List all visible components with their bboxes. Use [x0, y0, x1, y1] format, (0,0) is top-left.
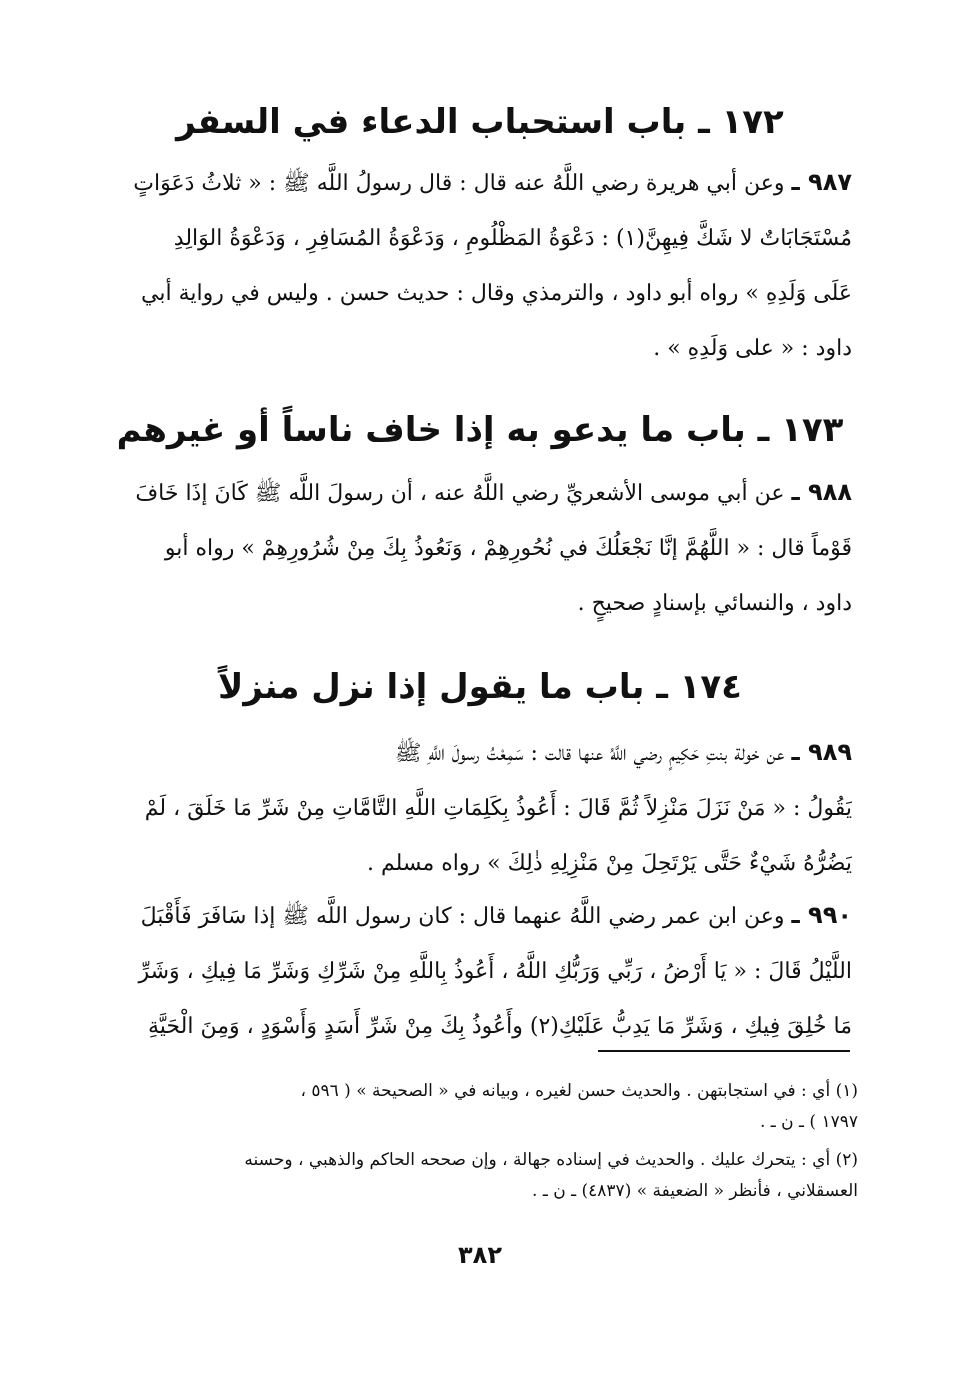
page-number: ٣٨٢ — [458, 1241, 502, 1269]
hadith-987 — [100, 155, 852, 376]
footnote-1 — [110, 1076, 858, 1138]
hadith-text: عن أبي موسى الأشعريِّ رضي اللَّهُ عنه ، أن رسولَ اللَّه ﷺ كَانَ إذَا خَافَ — [135, 481, 785, 506]
hadith-text: وعن أبي هريرة رضي اللَّهُ عنه قال : قال رسولُ اللَّه ﷺ : « ثلاثُ دَعَوَاتٍ — [133, 171, 785, 196]
section-heading-172: ١٧٢ ـ باب استحباب الدعاء في السفر — [176, 102, 784, 142]
footnote-separator — [598, 1050, 850, 1052]
hadith-988 — [100, 465, 852, 631]
hadith-number: ٩٨٧ ـ — [791, 168, 852, 196]
section-heading-173: ١٧٣ ـ باب ما يدعو به إذا خاف ناساً أو غيرهم — [116, 410, 844, 450]
hadith-number: ٩٩٠ ـ — [791, 901, 852, 929]
hadith-line: مَا خُلِقَ فِيكِ ، وَشَرِّ مَا يَدِبُّ عَلَيْكِ(٢) وأَعُوذُ بِكَ مِنْ شَرِّ أَسَدٍ وَأَسْوَدٍ ، وَمِنَ الْحَيَّةِ — [148, 1014, 852, 1039]
hadith-text: وعن ابن عمر رضي اللَّهُ عنهما قال : كان رسول اللَّه ﷺ إذا سَافَرَ فَأَقْبَلَ — [140, 904, 785, 929]
hadith-number: ٩٨٨ ـ — [791, 478, 852, 506]
hadith-line — [100, 725, 852, 781]
footnote-line: ١٧٩٧ ) ـ ن ـ . — [759, 1112, 858, 1132]
hadith-line: داود : « على وَلَدِهِ » . — [653, 336, 852, 361]
hadith-line: عَلَى وَلَدِهِ » رواه أبو داود ، والترمذي وقال : حديث حسن . وليس في رواية أبي — [141, 281, 852, 306]
footnote-line: (٢) أي : يتحرك عليك . والحديث في إسناده جهالة ، وإن صححه الحاكم والذهبي ، وحسنه — [244, 1150, 858, 1170]
footnote-line: العسقلاني ، فأنظر « الضعيفة » (٤٨٣٧) ـ ن ـ . — [532, 1181, 858, 1201]
hadith-line — [100, 888, 852, 944]
hadith-line — [100, 155, 852, 211]
footnote-line: (١) أي : في استجابتهن . والحديث حسن لغيره ، وبيانه في « الصحيحة » ( ٥٩٦ ، — [300, 1081, 858, 1101]
hadith-989 — [100, 725, 852, 891]
section-heading-174: ١٧٤ ـ باب ما يقول إذا نزل منزلاً — [218, 667, 742, 707]
hadith-line: مُسْتَجَابَاتٌ لا شَكَّ فِيهِنَّ(١) : دَعْوَةُ المَظْلُومِ ، وَدَعْوَةُ المُسَافِرِ ، وَدَعْوَةُ الوَالِدِ — [173, 226, 852, 251]
hadith-line: يَقُولُ : « مَنْ نَزَلَ مَنْزِلاً ثُمَّ قَالَ : أَعُوذُ بِكَلِمَاتِ اللَّهِ التَّامَّاتِ مِنْ شَرِّ مَا خَلَقَ ، لَمْ — [144, 796, 852, 821]
hadith-line: اللَّيْلُ قَالَ : « يَا أَرْضُ ، رَبِّي وَرَبُّكِ اللَّهُ ، أَعُوذُ بِاللَّهِ مِنْ شَرِّكِ وَشَرِّ مَا فِيكِ ، وَشَرِّ — [138, 959, 852, 984]
hadith-number: ٩٨٩ ـ — [791, 738, 852, 766]
hadith-text: عن خولة بنتِ حَكِيمٍ رضي اللَّهُ عنها قالت : سَمِعْتُ رسولَ اللَّهِ ﷺ — [394, 741, 785, 766]
hadith-line: يَضُرُّهُ شَيْءٌ حَتَّى يَرْتَحِلَ مِنْ مَنْزِلِهِ ذٰلِكَ » رواه مسلم . — [366, 851, 852, 876]
hadith-line: قَوْماً قال : « اللَّهُمَّ إنَّا نَجْعَلُكَ في نُحُورِهِمْ ، وَنَعُوذُ بِكَ مِنْ شُرُورِهِمْ » رواه أبو — [164, 536, 852, 561]
hadith-990 — [100, 888, 852, 1054]
hadith-line — [100, 465, 852, 521]
footnote-2 — [110, 1145, 858, 1207]
hadith-line: داود ، والنسائي بإسنادٍ صحيحٍ . — [577, 591, 852, 616]
